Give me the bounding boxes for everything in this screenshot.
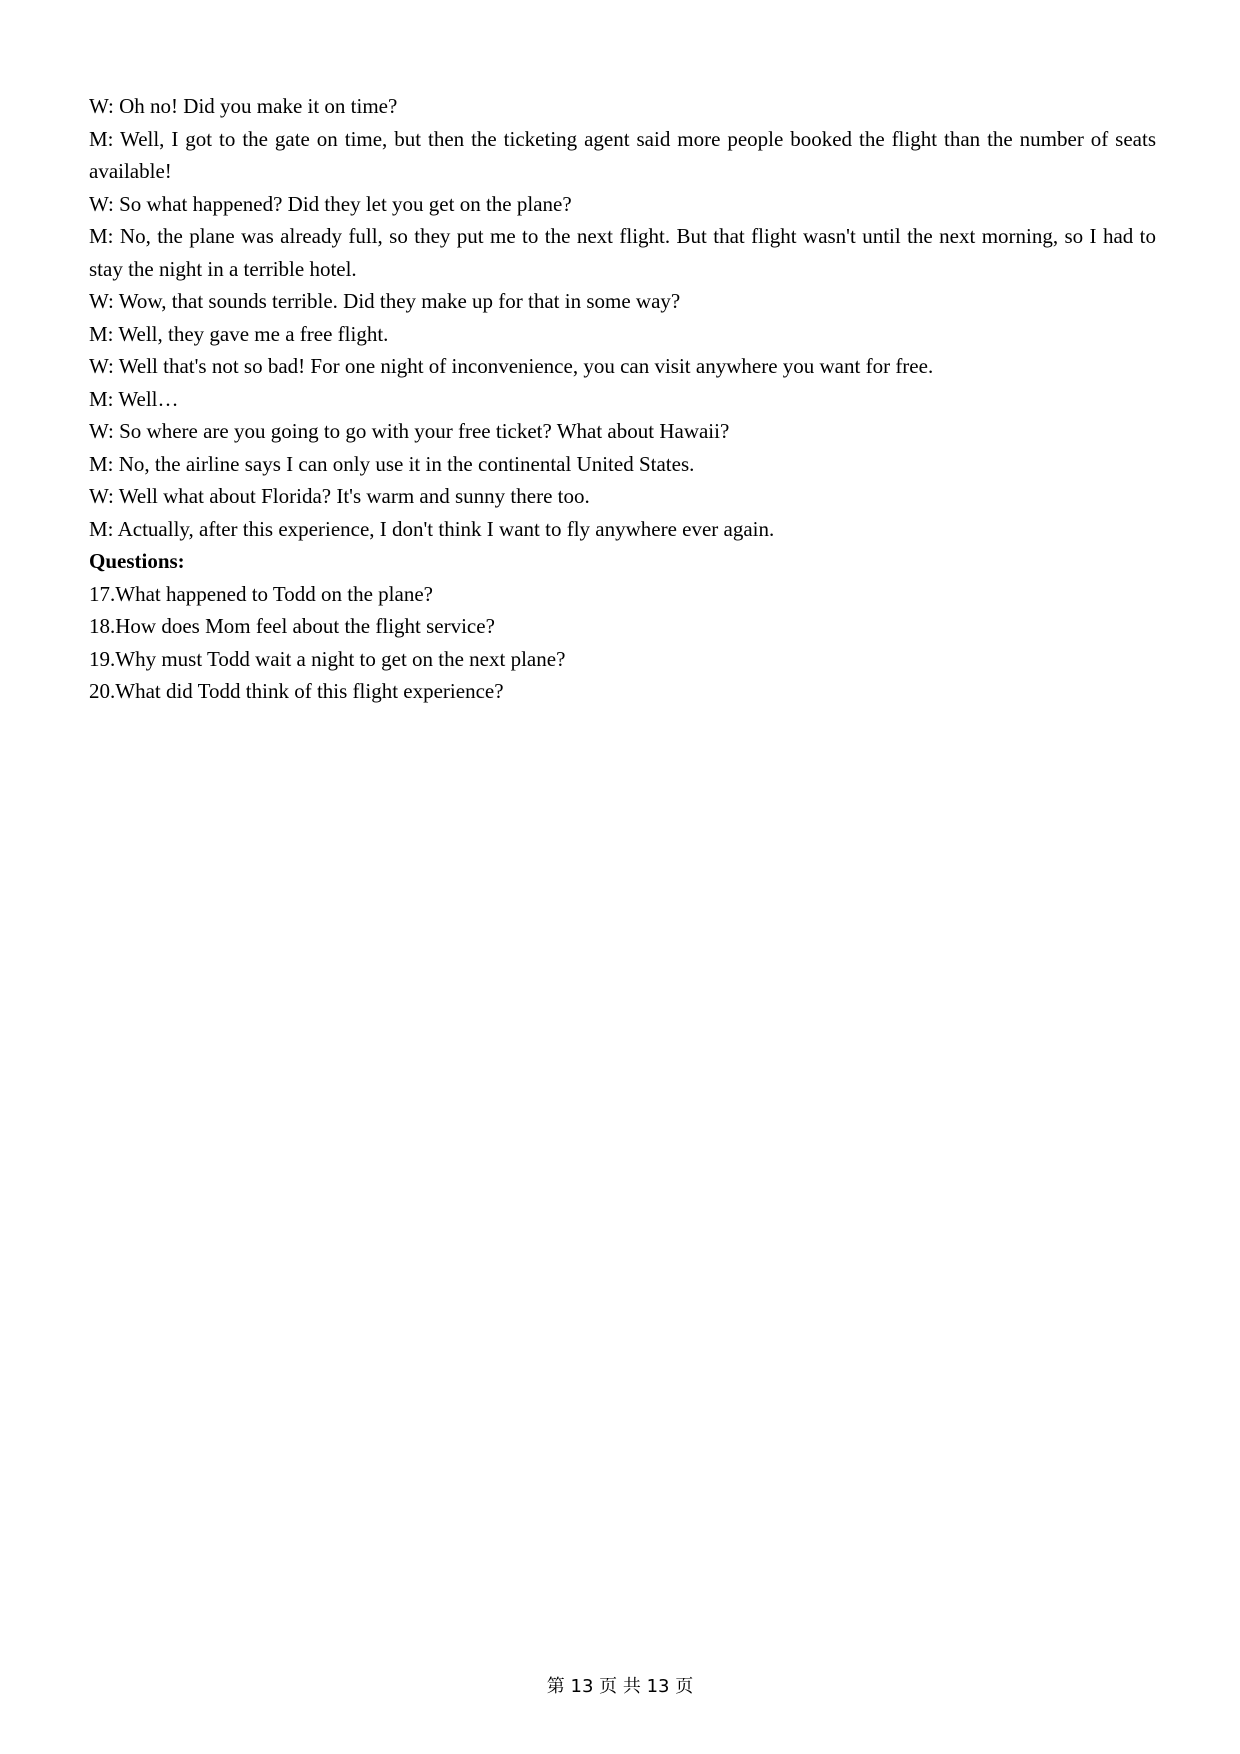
dialogue-line: M: Actually, after this experience, I don't think I want to fly anywhere ever again. <box>89 516 775 541</box>
dialogue-line: W: Oh no! Did you make it on time? <box>89 94 398 118</box>
page-footer: 第 13 页 共 13 页 <box>546 1676 694 1697</box>
question-item: 18.How does Mom feel about the flight service? <box>89 614 495 638</box>
dialogue-line: M: No, the plane was already full, so they put me to the next flight. But that flight wasn't until the next morning, so I had to stay the night in a terrible hotel. <box>89 224 1156 281</box>
dialogue-line: W: Well what about Florida? It's warm and sunny there too. <box>89 484 590 508</box>
question-item: 20.What did Todd think of this flight experience? <box>89 679 504 703</box>
dialogue-line: M: Well… <box>89 386 179 411</box>
question-item: 19.Why must Todd wait a night to get on the next plane? <box>89 646 566 671</box>
question-item: 17.What happened to Todd on the plane? <box>89 581 433 606</box>
dialogue-line: W: So where are you going to go with your free ticket? What about Hawaii? <box>89 419 730 443</box>
page-content <box>89 90 1156 708</box>
questions-heading: Questions: <box>89 549 185 573</box>
dialogue-line: M: No, the airline says I can only use it in the continental United States. <box>89 451 695 476</box>
dialogue-line: W: Wow, that sounds terrible. Did they make up for that in some way? <box>89 289 681 313</box>
dialogue-line: M: Well, I got to the gate on time, but then the ticketing agent said more people booked the flight than the number of seats available! <box>89 126 1156 183</box>
dialogue-line: M: Well, they gave me a free flight. <box>89 321 389 346</box>
dialogue-line: W: So what happened? Did they let you get on the plane? <box>89 191 572 216</box>
dialogue-line: W: Well that's not so bad! For one night of inconvenience, you can visit anywhere you want for free. <box>89 354 934 378</box>
